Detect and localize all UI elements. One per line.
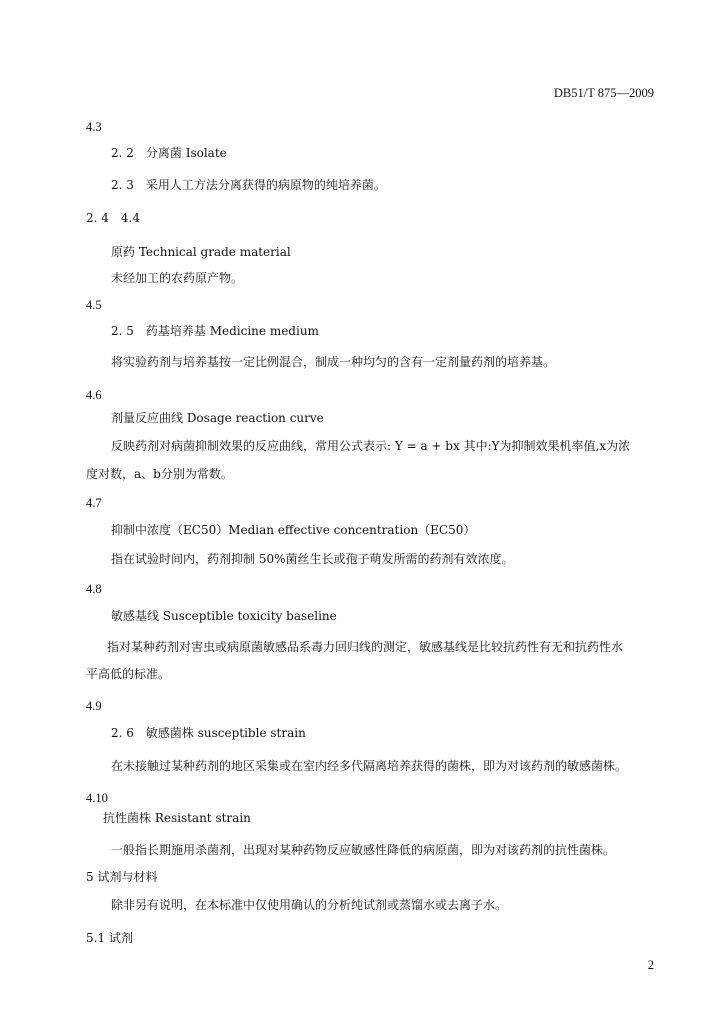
document-id-header: DB51/T 875—2009 [553,86,654,100]
term-heading: 2. 6 敏感菌株 susceptible strain [111,726,306,740]
definition-text: 2. 3 采用人工方法分离获得的病原物的纯培养菌。 [111,178,386,192]
definition-text: 指在试验时间内，药剂抑制 50%菌丝生长或孢子萌发所需的药剂有效浓度。 [111,552,514,566]
definition-text: 将实验药剂与培养基按一定比例混合，制成一种均匀的含有一定剂量药剂的培养基。 [111,355,556,369]
section-number: 4.8 [86,582,102,596]
section-number: 4.5 [86,298,102,312]
definition-text: 未经加工的农药原产物。 [111,271,244,285]
section-number: 4.9 [86,699,102,713]
section-heading: 5 试剂与材料 [86,870,158,884]
term-heading: 抗性菌株 Resistant strain [103,811,251,825]
section-number: 4.10 [86,791,108,805]
section-number: 4.6 [86,388,102,402]
definition-text: 在未接触过某种药剂的地区采集或在室内经多代隔离培养获得的菌株，即为对该药剂的敏感菌株。 [111,759,628,773]
page-number: 2 [647,958,654,972]
term-heading: 2. 5 药基培养基 Medicine medium [111,324,319,338]
term-heading: 抑制中浓度（EC50）Median effective concentration（EC50） [111,523,476,537]
term-heading: 2. 2 分离菌 Isolate [111,146,227,160]
definition-text: 一般指长期施用杀菌剂，出现对某种药物反应敏感性降低的病原菌，即为对该药剂的抗性菌株。 [111,843,616,857]
section-number: 4.7 [86,496,102,510]
definition-text: 除非另有说明，在本标准中仅使用确认的分析纯试剂或蒸馏水或去离子水。 [111,898,508,912]
section-number: 4.3 [86,120,102,134]
section-number: 2. 4 4.4 [86,211,140,225]
section-heading: 5.1 试剂 [86,931,133,945]
definition-text: 平高低的标准。 [86,667,171,681]
term-heading: 剂量反应曲线 Dosage reaction curve [111,411,324,425]
term-heading: 敏感基线 Susceptible toxicity baseline [111,609,337,623]
definition-text: 反映药剂对病菌抑制效果的反应曲线，常用公式表示: Y = a + bx 其中:Y为抑制效果机率值,x为浓 [111,439,631,453]
definition-text: 指对某种药剂对害虫或病原菌敏感品系毒力回归线的测定，敏感基线是比较抗药性有无和抗药性水 [107,640,624,654]
term-heading: 原药 Technical grade material [111,245,291,259]
definition-text: 度对数，a、b分别为常数。 [86,467,233,481]
